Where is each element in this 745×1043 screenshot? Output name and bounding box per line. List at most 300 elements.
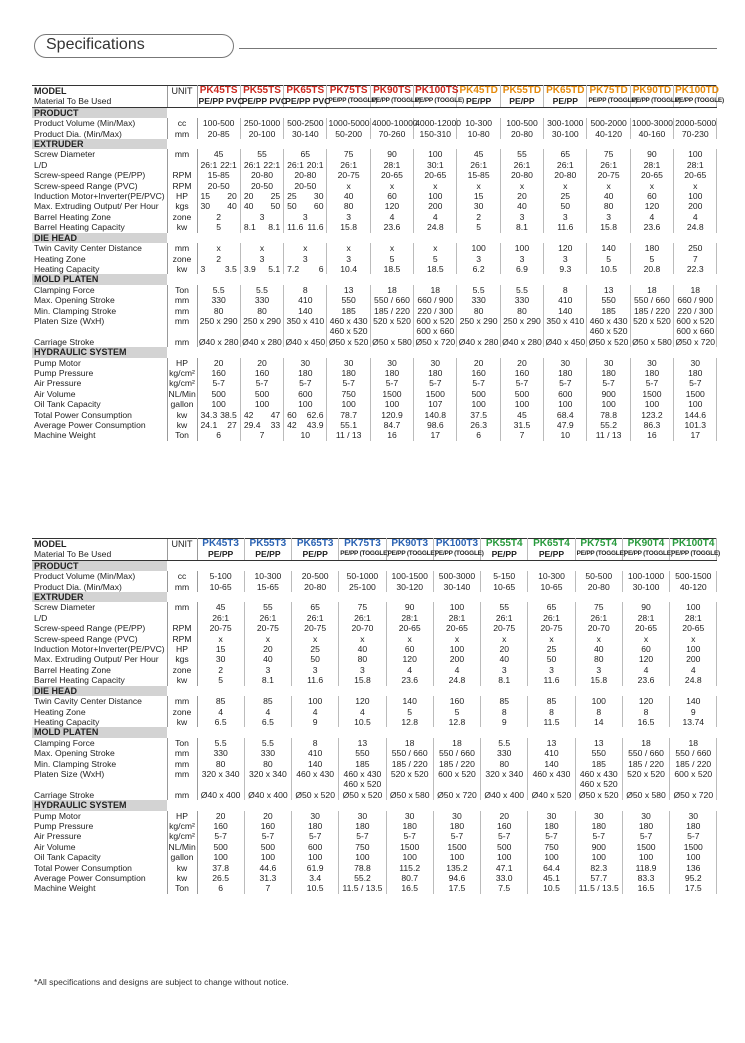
- unit-blank: [167, 96, 197, 107]
- spec-table-ts-td: [32, 85, 724, 441]
- spec-value: 18: [630, 285, 673, 295]
- spec-value: 25: [544, 191, 587, 201]
- spec-value: 320 x 340: [197, 769, 244, 779]
- spec-label: [32, 326, 167, 336]
- spec-value: 90: [622, 602, 669, 612]
- spec-value: 26:1: [327, 160, 370, 170]
- spec-value: 14: [575, 717, 622, 727]
- spec-value: 100: [292, 696, 339, 706]
- model-label: MODEL: [32, 86, 167, 97]
- spec-value: 5-7: [544, 378, 587, 388]
- spec-value: 3: [327, 254, 370, 264]
- material-pk65ts: PE/PP PVC: [285, 96, 331, 107]
- spec-value: [284, 160, 327, 170]
- spec-row: [32, 821, 717, 831]
- spec-value: 3: [500, 212, 543, 222]
- model-name-pk90ts: PK90TS: [370, 86, 413, 97]
- spec-value: 8: [284, 285, 327, 295]
- spec-value: 30: [386, 811, 433, 821]
- spec-value: 10: [544, 430, 587, 440]
- split-value: 24.1: [200, 420, 218, 430]
- spec-value: 3: [544, 254, 587, 264]
- spec-label: Platen Size (WxH): [34, 315, 105, 326]
- spec-label: Max. Opening Stroke: [34, 748, 115, 759]
- spec-value: 5-7: [197, 378, 240, 388]
- spec-value: 11.6: [292, 675, 339, 685]
- spec-value: 4: [386, 665, 433, 675]
- spec-value: 13: [575, 738, 622, 748]
- spec-value: 2: [197, 212, 240, 222]
- material-pk45td: PE/PP: [457, 96, 500, 107]
- spec-value: 6.2: [457, 264, 500, 274]
- spec-value: 5.5: [500, 285, 543, 295]
- spec-value: 5.5: [240, 285, 283, 295]
- spec-value: 10.5: [339, 717, 386, 727]
- spec-label: Barrel Heating Capacity: [34, 675, 125, 686]
- spec-value: 1500: [386, 842, 433, 852]
- spec-unit: RPM: [167, 634, 197, 644]
- split-values: [285, 264, 325, 274]
- spec-value: 30: [370, 358, 413, 368]
- spec-value: 47.9: [544, 420, 587, 430]
- spec-value: 100: [284, 399, 327, 409]
- section-header: [32, 560, 717, 571]
- spec-value: 120: [622, 696, 669, 706]
- spec-value: 80: [457, 306, 500, 316]
- split-value: 60: [287, 409, 297, 420]
- spec-value: 5-7: [240, 378, 283, 388]
- spec-label: Pump Motor: [34, 357, 81, 368]
- section-title: EXTRUDER: [32, 139, 167, 149]
- spec-unit: [167, 779, 197, 789]
- spec-value: 20-70: [575, 623, 622, 633]
- spec-value: 100: [500, 243, 543, 253]
- spec-value: x: [575, 634, 622, 644]
- spec-value: 60: [622, 644, 669, 654]
- spec-label: Heating Capacity: [34, 716, 100, 727]
- spec-value: 500: [500, 389, 543, 399]
- spec-value: 20-65: [674, 170, 717, 180]
- spec-value: 16.5: [386, 883, 433, 893]
- spec-value: 7: [500, 430, 543, 440]
- spec-value: 160: [500, 368, 543, 378]
- spec-value: 23.6: [386, 675, 433, 685]
- spec-value: 25: [292, 644, 339, 654]
- spec-value: 600 x 660: [674, 326, 717, 336]
- spec-row: [32, 863, 717, 873]
- split-value: 34.3: [200, 409, 218, 420]
- spec-value: 28:1: [670, 613, 717, 623]
- spec-value: 45: [500, 410, 543, 420]
- spec-value: 26:1: [575, 613, 622, 623]
- material-header-row: [32, 549, 717, 560]
- spec-value: 13: [528, 738, 575, 748]
- spec-value: [240, 160, 283, 170]
- spec-unit: HP: [167, 644, 197, 654]
- spec-value: 60: [386, 644, 433, 654]
- spec-value: 750: [528, 842, 575, 852]
- spec-label: Clamping Force: [34, 737, 95, 748]
- spec-value: 180: [433, 821, 480, 831]
- spec-value: [197, 420, 240, 430]
- spec-value: 460 x 430: [292, 769, 339, 779]
- spec-value: [240, 191, 283, 201]
- spec-value: 140.8: [414, 410, 457, 420]
- spec-label: Product Dia. (Min/Max): [34, 581, 122, 592]
- spec-value: 20: [481, 811, 528, 821]
- spec-value: 410: [528, 748, 575, 758]
- spec-value: 550 / 660: [622, 748, 669, 758]
- spec-label: Heating Zone: [34, 706, 86, 717]
- spec-row: [32, 264, 717, 274]
- spec-value: [284, 222, 327, 232]
- spec-unit: kw: [167, 675, 197, 685]
- spec-value: 20: [457, 358, 500, 368]
- spec-value: 185 / 220: [670, 759, 717, 769]
- model-name-pk55ts: PK55TS: [240, 86, 283, 97]
- spec-value: 23.6: [630, 222, 673, 232]
- spec-value: 55: [500, 149, 543, 159]
- spec-value: 85: [197, 696, 244, 706]
- spec-value: 78.8: [587, 410, 630, 420]
- model-name-pk90t3: PK90T3: [386, 539, 433, 550]
- spec-value: 100: [674, 191, 717, 201]
- split-values: [285, 410, 325, 420]
- spec-unit: kg/cm²: [167, 368, 197, 378]
- spec-value: 180: [544, 368, 587, 378]
- spec-value: 10-65: [197, 582, 244, 592]
- spec-value: 20-75: [244, 623, 291, 633]
- split-value: 33: [270, 420, 281, 430]
- spec-value: [386, 779, 433, 789]
- split-value: 25: [270, 191, 281, 202]
- spec-unit: kw: [167, 873, 197, 883]
- spec-value: 100: [433, 852, 480, 862]
- spec-value: 28:1: [622, 613, 669, 623]
- spec-value: 120: [630, 201, 673, 211]
- spec-row: [32, 738, 717, 748]
- spec-value: 100: [292, 852, 339, 862]
- spec-value: 5-7: [622, 831, 669, 841]
- spec-value: 120: [339, 696, 386, 706]
- spec-value: 8: [292, 738, 339, 748]
- spec-value: 20-65: [622, 623, 669, 633]
- material-pk90td: PE/PP (TOGGLE): [630, 96, 673, 107]
- spec-value: 4000-10000: [371, 118, 418, 129]
- spec-value: 11.6: [544, 222, 587, 232]
- spec-unit: mm: [167, 295, 197, 305]
- spec-row: [32, 129, 717, 139]
- spec-value: 40: [339, 644, 386, 654]
- spec-value: Ø50 x 520: [292, 790, 339, 800]
- material-pk90t4: PE/PP (TOGGLE): [622, 549, 669, 560]
- spec-unit: cc: [167, 118, 197, 128]
- spec-value: 20-80: [500, 170, 543, 180]
- spec-value: x: [457, 181, 500, 191]
- spec-value: 20-75: [528, 623, 575, 633]
- spec-value: 220 / 300: [674, 306, 717, 316]
- spec-value: 30-100: [622, 582, 669, 592]
- spec-value: 15.8: [327, 222, 370, 232]
- spec-value: 20-80: [575, 582, 622, 592]
- spec-value: 136: [670, 863, 717, 873]
- split-values: [199, 420, 239, 430]
- spec-value: [481, 779, 528, 789]
- spec-value: 20: [500, 358, 543, 368]
- material-pk75t4: PE/PP (TOGGLE): [575, 549, 622, 560]
- spec-value: [244, 779, 291, 789]
- spec-value: x: [327, 181, 370, 191]
- spec-value: 75: [575, 602, 622, 612]
- spec-value: 3: [544, 212, 587, 222]
- section-header: [32, 233, 717, 243]
- split-value: 26:1: [200, 159, 218, 170]
- spec-value: 20-75: [327, 170, 370, 180]
- spec-value: 30: [414, 358, 457, 368]
- spec-value: 85: [244, 696, 291, 706]
- spec-value: Ø50 x 520: [575, 790, 622, 800]
- spec-unit: Ton: [167, 883, 197, 893]
- spec-value: 330: [197, 295, 240, 305]
- spec-row: [32, 285, 717, 295]
- spec-row: [32, 295, 717, 305]
- spec-value: 8: [622, 707, 669, 717]
- spec-value: 16.5: [622, 717, 669, 727]
- spec-unit: mm: [167, 316, 197, 326]
- spec-value: 55: [240, 149, 283, 159]
- spec-value: 115.2: [386, 863, 433, 873]
- split-values: [285, 420, 325, 430]
- spec-row: [32, 873, 717, 883]
- spec-value: 24.8: [670, 675, 717, 685]
- spec-value: x: [670, 634, 717, 644]
- spec-label: Screw Diameter: [34, 602, 96, 613]
- spec-value: 65: [284, 149, 327, 159]
- spec-row: [32, 602, 717, 612]
- spec-row: [32, 582, 717, 592]
- page-title: Specifications: [46, 36, 145, 53]
- spec-row: [32, 306, 717, 316]
- spec-value: 4: [670, 665, 717, 675]
- spec-row: [32, 842, 717, 852]
- split-values: [199, 264, 239, 274]
- split-value: 40: [227, 201, 237, 212]
- split-value: 20:1: [306, 159, 324, 170]
- spec-value: 20-80: [544, 170, 587, 180]
- split-value: 8.1: [268, 222, 281, 233]
- spec-value: 10-80: [457, 129, 500, 139]
- spec-value: 28:1: [433, 613, 480, 623]
- spec-value: 4000-12000: [415, 118, 462, 129]
- spec-value: 250 x 290: [500, 316, 543, 326]
- section-fill: [167, 686, 717, 696]
- material-pk100ts: PE/PP (TOGGLE): [414, 96, 457, 107]
- spec-value: 26:1: [457, 160, 500, 170]
- spec-value: 8: [544, 285, 587, 295]
- spec-value: 26.5: [197, 873, 244, 883]
- model-name-pk45ts: PK45TS: [197, 86, 240, 97]
- spec-value: 20-80: [292, 582, 339, 592]
- spec-label: Barrel Heating Capacity: [34, 222, 125, 233]
- spec-value: 3: [339, 665, 386, 675]
- spec-value: 180: [386, 821, 433, 831]
- spec-value: 100-500: [197, 118, 240, 128]
- spec-row: [32, 769, 717, 779]
- spec-value: 37.5: [457, 410, 500, 420]
- spec-unit: kw: [167, 222, 197, 232]
- spec-row: [32, 623, 717, 633]
- spec-value: 5.5: [481, 738, 528, 748]
- spec-value: 20: [500, 191, 543, 201]
- split-value: 26:1: [287, 159, 304, 170]
- spec-value: Ø50 x 520: [328, 336, 369, 347]
- spec-value: 20-65: [433, 623, 480, 633]
- section-fill: [167, 592, 717, 602]
- model-name-pk55t4: PK55T4: [481, 539, 528, 550]
- spec-row: [32, 613, 717, 623]
- spec-value: 3: [284, 254, 327, 264]
- spec-unit: kgs: [167, 201, 197, 211]
- spec-value: 15: [457, 191, 500, 201]
- spec-value: 75: [587, 149, 630, 159]
- spec-value: 26:1: [339, 613, 386, 623]
- spec-value: x: [528, 634, 575, 644]
- spec-value: x: [433, 634, 480, 644]
- spec-value: 8: [575, 707, 622, 717]
- spec-value: 13: [587, 285, 630, 295]
- spec-value: 30: [670, 811, 717, 821]
- spec-value: 16: [370, 430, 413, 440]
- spec-value: x: [197, 243, 240, 253]
- spec-value: 220 / 300: [414, 306, 457, 316]
- spec-row: [32, 883, 717, 893]
- spec-value: 40: [575, 644, 622, 654]
- spec-value: 5: [370, 254, 413, 264]
- material-pk55t4: PE/PP: [481, 549, 528, 560]
- spec-value: 15.8: [587, 222, 630, 232]
- spec-value: 11.5 / 13.5: [339, 883, 386, 893]
- spec-row: [32, 160, 717, 170]
- spec-value: 15: [197, 644, 244, 654]
- spec-value: 12.8: [386, 717, 433, 727]
- spec-value: 100: [670, 602, 717, 612]
- spec-value: 330: [457, 295, 500, 305]
- spec-value: x: [500, 181, 543, 191]
- spec-value: Ø50 x 580: [632, 336, 672, 347]
- spec-value: [240, 264, 283, 274]
- spec-value: 460 x 520: [339, 779, 386, 789]
- spec-value: 7.5: [481, 883, 528, 893]
- spec-value: 15.8: [339, 675, 386, 685]
- spec-value: 40: [327, 191, 370, 201]
- spec-value: 6: [457, 430, 500, 440]
- spec-value: 100: [433, 644, 480, 654]
- spec-value: 17: [674, 430, 717, 440]
- spec-value: 40: [481, 654, 528, 664]
- split-value: 3.9: [243, 263, 256, 274]
- spec-row: [32, 243, 717, 253]
- spec-label: Screw-speed Range (PE/PP): [34, 623, 146, 634]
- spec-label: Air Pressure: [34, 378, 82, 389]
- spec-value: 80: [575, 654, 622, 664]
- split-values: [199, 201, 239, 211]
- spec-unit: RPM: [167, 623, 197, 633]
- spec-value: [292, 779, 339, 789]
- spec-value: 500-1500: [670, 571, 717, 581]
- spec-value: 100: [370, 399, 413, 409]
- split-values: [199, 191, 239, 201]
- spec-label: Max. Extruding Output/ Per Hour: [34, 201, 159, 212]
- spec-value: 350 x 410: [544, 316, 587, 326]
- spec-value: 3: [240, 212, 283, 222]
- split-value: 50: [287, 201, 297, 212]
- spec-value: 2: [197, 665, 244, 675]
- spec-value: 20: [244, 644, 291, 654]
- spec-value: 120: [386, 654, 433, 664]
- spec-unit: [167, 160, 197, 170]
- spec-value: 200: [670, 654, 717, 664]
- spec-value: 460 x 430: [587, 316, 630, 326]
- spec-value: 8.1: [244, 675, 291, 685]
- spec-value: 330: [481, 748, 528, 758]
- spec-value: 45.1: [528, 873, 575, 883]
- section-title: DIE HEAD: [32, 233, 167, 243]
- spec-row: [32, 358, 717, 368]
- spec-value: 180: [370, 368, 413, 378]
- material-pk65t4: PE/PP: [528, 549, 575, 560]
- spec-value: 120.9: [370, 410, 413, 420]
- spec-unit: mm: [167, 337, 197, 347]
- spec-row: [32, 212, 717, 222]
- spec-value: 5-7: [386, 831, 433, 841]
- spec-value: 8: [528, 707, 575, 717]
- spec-value: [197, 779, 244, 789]
- spec-value: 100: [339, 852, 386, 862]
- spec-value: 4: [433, 665, 480, 675]
- spec-value: [622, 779, 669, 789]
- model-name-pk100td: PK100TD: [675, 85, 720, 96]
- spec-value: 20-50: [284, 181, 327, 191]
- split-value: 3.5: [224, 263, 237, 274]
- spec-value: 4: [674, 212, 717, 222]
- model-name-pk90t4: PK90T4: [622, 539, 669, 550]
- spec-value: 180: [414, 368, 457, 378]
- model-header-row: [32, 539, 717, 550]
- spec-label: Clamping Force: [34, 284, 95, 295]
- spec-value: 3: [240, 254, 283, 264]
- spec-unit: gallon: [167, 399, 197, 409]
- material-pk75t3: PE/PP (TOGGLE): [339, 549, 386, 560]
- spec-value: 600: [284, 389, 327, 399]
- spec-unit: mm: [167, 759, 197, 769]
- spec-value: 100: [622, 852, 669, 862]
- material-label: Material To Be Used: [32, 96, 167, 107]
- spec-value: 30: [630, 358, 673, 368]
- spec-value: 20: [244, 811, 291, 821]
- spec-value: 47.1: [481, 863, 528, 873]
- spec-value: 3: [481, 665, 528, 675]
- spec-value: 18: [414, 285, 457, 295]
- spec-value: 5-7: [414, 378, 457, 388]
- spec-value: Ø40 x 400: [244, 790, 291, 800]
- spec-value: 1500: [433, 842, 480, 852]
- spec-value: 1500: [630, 389, 673, 399]
- split-value: 22:1: [220, 159, 237, 170]
- spec-value: 5-7: [670, 831, 717, 841]
- spec-value: 20-75: [587, 170, 630, 180]
- spec-unit: NL/Min: [168, 841, 196, 852]
- spec-value: 410: [284, 295, 327, 305]
